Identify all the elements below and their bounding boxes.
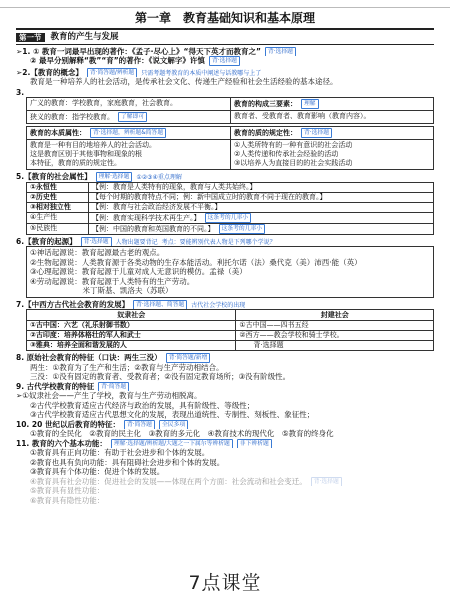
list-item: ➢①奴隶社会——产生了学校，教育与生产劳动相脱离。	[16, 391, 202, 401]
tag-badge: 背·简答题/辨析题	[87, 68, 137, 78]
table-row: ③相对独立性 【例：教育与社会政治经济发展不平衡。】	[27, 202, 434, 212]
list-item: ②生物起源说：人类教育源于各类动物的生存本能活动。利托尔诺（法）桑代克（美）沛西·能（英）	[30, 257, 362, 267]
list-item: ⑥教育具有隐性功能：	[30, 495, 105, 505]
table-header-row: 奴隶社会 封建社会	[27, 310, 434, 321]
list-item: 米丁斯基、凯洛夫（苏联）	[30, 286, 173, 296]
header-rule	[0, 2, 450, 8]
section-heading	[16, 32, 434, 45]
social-attributes-table	[26, 182, 434, 235]
item-8-heading: 8. 原始社会教育的特征（口诀：两生三没） 背·简答题/新增	[16, 353, 434, 363]
list-item: 三没：①没有固定的教育者、受教育者；②没有固定教育场所；③没有阶级性。	[30, 372, 291, 382]
table-row: ②古印度：培养体格壮的军人和武士 ②西方——教会学校和骑士学校。	[27, 331, 434, 341]
watermark-logo: 7点课堂	[188, 572, 262, 595]
list-item: ①神话起源说：教育起源最古老的观点。	[30, 248, 165, 258]
essence-heading-right: 教育的质的规定性： 背·选择题	[230, 127, 433, 139]
table-row: ③雅典：培养全面和谐发展的人 背·选择题	[27, 341, 434, 351]
chapter-rule	[16, 28, 434, 30]
concept-cell: 教育者、受教育者、教育影响（教育内容）。	[230, 110, 433, 123]
essence-right: ①人类所特有的一种有意识的社会活动 ②人类传递和传承社会经验的活动 ③以培养人为直接目的的社会实践活动	[230, 139, 433, 169]
concept-cell: 狭义的教育：指学校教育。 了解即可	[27, 110, 230, 123]
item-5-heading: 5.【教育的社会属性】 理解·选择题 ①②③④重点理解	[16, 172, 182, 182]
table-row: ①永恒性 【例：教育是人类特有的现象，教育与人类共始终。】	[27, 182, 434, 192]
list-item: ⑤教育具有显性功能：	[30, 486, 105, 496]
item-9-heading: 9. 古代学校教育的特征 背·简答题	[16, 382, 434, 392]
list-item: ④劳动起源说：教育起源于人类特有的生产劳动。	[30, 276, 195, 286]
item-7-heading: 7.【中西方古代社会教育的发展】 背·选择题、简答题 古代社会学校的出现	[16, 299, 246, 309]
origin-box	[26, 246, 434, 298]
section-title: 教育的产生与发展	[50, 32, 119, 42]
item-11-heading: 11. 教育的六个基本功能： 理解·选择题/辨析题/大题之一下属尔等辨析题 非下辨析题	[16, 439, 434, 449]
tag-badge: 背·选择题	[209, 56, 240, 66]
concept-cell: 广义的教育：学校教育，家庭教育，社会教育。	[30, 99, 177, 108]
list-item: 两生：①教育为了生产和生活；②教育与生产劳动相结合。	[30, 362, 224, 372]
item-2-text: 教育是一种培养人的社会活动，是传承社会文化、传递生产经验和社会生活经验的基本途径。	[30, 77, 338, 87]
list-item: ①教育具有正向功能：有助于社会进步和个体的发展。	[30, 448, 210, 458]
essence-left: 教育是一种有目的地培养人的社会活动。 这是教育区别于其他事物和现象的根 本特征，教育的质的规定性。	[27, 139, 230, 169]
table-row: ②历史性 【每个时期的教育特点不同；例：新中国成立时的教育不同于现在的教育。】	[27, 192, 434, 202]
list-item: ②教育也具有负向功能：具有阻碍社会进步和个体的发展。	[30, 457, 225, 467]
essence-heading-left: 教育的本质属性： 背·选择题，辨析题&简答题	[27, 127, 230, 139]
tag-badge: 背·选择题	[265, 47, 296, 57]
essence-box	[26, 126, 434, 170]
table-row: ①古中国：六艺（礼乐射御书数） ①古中国——四书五经	[27, 321, 434, 331]
list-item: ③教育具有个体功能：促进个体的发展。	[30, 467, 165, 477]
concept-box	[26, 97, 434, 124]
section-number: 第一节	[16, 33, 45, 42]
list-item: ③心理起源说：教育起源于儿童对成人无意识的模仿。孟禄（美）	[30, 267, 247, 277]
item-2-heading: ➢2.【教育的概念】 背·简答题/辨析题 只需考题考教育的本质中阐述与话教哪与上了	[16, 67, 262, 77]
margin-note: 只需考题考教育的本质中阐述与话教哪与上了	[141, 69, 262, 77]
list-item: ②古代学校教育适应古代经济与政治的发展，具有阶级性、等级性；	[30, 400, 255, 410]
item-1-line-2: ② 最早分别解释“教”“育”的著作：《说文解字》许慎 背·选择题	[16, 56, 434, 66]
list-item: ①教育的全民化 ②教育的民主化 ③教育的多元化 ④教育技术的现代化 ⑤教育的终身化	[30, 429, 334, 439]
concept-cell: 教育的构成三要素： 理解	[230, 98, 433, 110]
item-3-number: 3.	[16, 87, 25, 97]
table-row: ⑤民族性 【例：中国的教育和英国教育的不同。】 这条考的几率小	[27, 223, 434, 234]
item-10-heading: 10. 20 世纪以后教育的特征： 背·简答题 全民多项	[16, 420, 434, 430]
list-item: ④教育具有社会功能：促进社会的发展——体现在两个方面：社会流动和社会变迁。 背·选择题	[16, 477, 434, 487]
chapter-title: 第一章 教育基础知识和基本原理	[134, 11, 315, 25]
item-1-line-1: ➢1. ① 教育一词最早出现的著作：《孟子·尽心上》“得天下英才而教育之” 背·选择题	[16, 47, 434, 57]
list-item: ③古代学校教育适应古代思想文化的发展，表现出道统性、专制性、刻板性、象征性；	[30, 410, 315, 420]
table-row: ④生产性 【例：教育实现科学技术再生产。】 这条考的几率小	[27, 212, 434, 223]
item-6-heading: 6.【教育的起源】 背·选择题 人物出题要背记 考点：要能辨别代表人物是下列哪个学说？	[16, 236, 276, 246]
ancient-education-table	[26, 309, 434, 351]
